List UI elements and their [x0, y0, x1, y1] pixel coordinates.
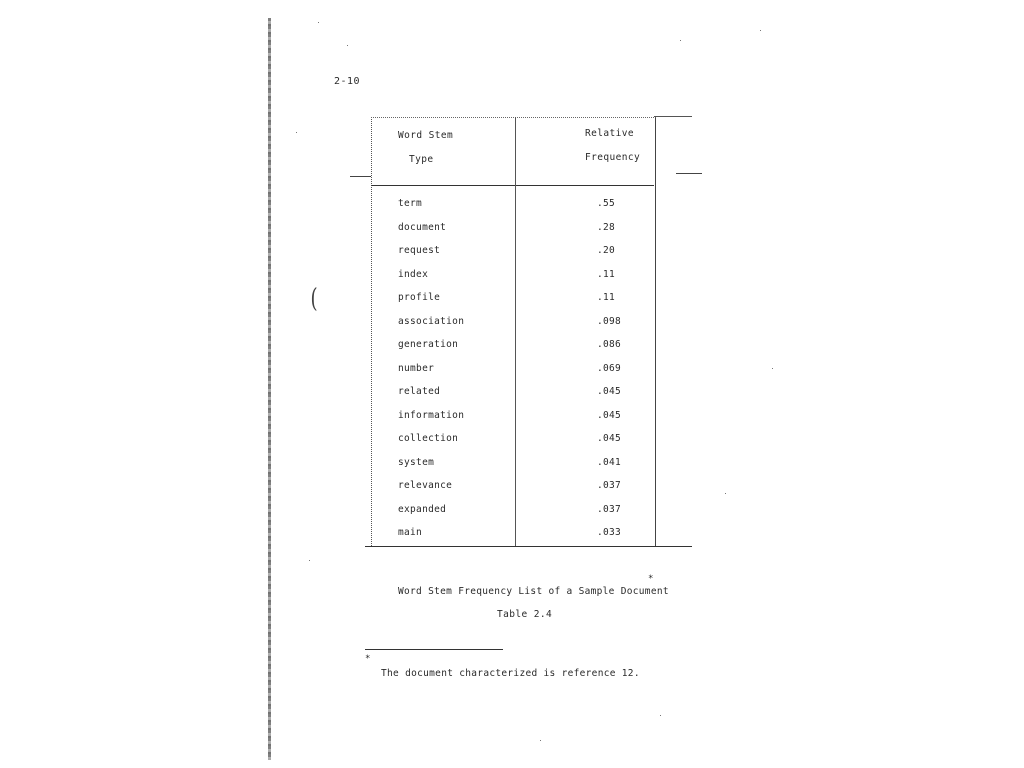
frequency-cell: .045 — [597, 409, 622, 421]
footnote-rule — [365, 649, 503, 650]
stem-cell: expanded — [398, 503, 447, 515]
frequency-cell: .086 — [597, 339, 622, 350]
frequency-cell: .069 — [597, 362, 622, 374]
table-row — [398, 222, 648, 246]
table-row — [398, 316, 648, 340]
frequency-cell: .045 — [597, 386, 622, 397]
table-row — [398, 433, 648, 457]
scan-speck — [296, 132, 297, 133]
frequency-cell: .041 — [597, 456, 622, 468]
frequency-cell: .037 — [597, 480, 622, 491]
table-row — [398, 480, 648, 504]
col-header-frequency: Frequency — [585, 152, 641, 163]
stem-cell: relevance — [398, 480, 453, 491]
table-rule — [676, 173, 702, 174]
frequency-cell: .20 — [597, 245, 616, 256]
table-label: Table 2.4 — [497, 609, 553, 620]
table-header-rule — [371, 185, 654, 186]
stem-cell: generation — [398, 339, 459, 350]
stem-cell: term — [398, 198, 423, 209]
footnote-text: The document characterized is reference 12. — [381, 668, 640, 679]
table-row — [398, 410, 648, 434]
scan-speck — [540, 740, 541, 741]
table-row — [398, 245, 648, 269]
table-body — [398, 198, 648, 551]
table-row — [398, 386, 648, 410]
frequency-cell: .033 — [597, 527, 622, 538]
footnote-marker: * — [365, 654, 371, 664]
frequency-cell: .045 — [597, 433, 622, 444]
col-header-relative: Relative — [585, 128, 634, 139]
frequency-cell: .11 — [597, 268, 616, 280]
table-row — [398, 527, 648, 551]
table-caption: Word Stem Frequency List of a Sample Document — [398, 586, 669, 597]
col-header-word-stem: Word Stem — [398, 130, 454, 141]
stem-cell: association — [398, 315, 465, 327]
scan-speck — [680, 40, 681, 41]
stem-cell: index — [398, 268, 429, 280]
stem-cell: request — [398, 245, 441, 256]
scan-speck — [772, 368, 773, 369]
stem-cell: related — [398, 386, 441, 397]
frequency-cell: .55 — [597, 198, 616, 209]
table-row — [398, 198, 648, 222]
table-row — [398, 363, 648, 387]
scan-speck — [318, 22, 319, 23]
frequency-cell: .28 — [597, 221, 616, 233]
scan-speck — [660, 715, 661, 716]
binding-edge — [268, 18, 271, 760]
stem-cell: profile — [398, 292, 441, 303]
frequency-cell: .11 — [597, 292, 616, 303]
table-rule — [654, 116, 692, 117]
table-row — [398, 457, 648, 481]
stem-cell: system — [398, 456, 435, 468]
table-rule — [350, 176, 371, 177]
table-row — [398, 292, 648, 316]
scan-speck — [347, 45, 348, 46]
frequency-cell: .037 — [597, 503, 622, 515]
stem-cell: document — [398, 221, 447, 233]
frequency-cell: .098 — [597, 315, 622, 327]
table-row — [398, 339, 648, 363]
footnote-reference-marker: * — [648, 574, 654, 584]
scan-speck — [725, 493, 726, 494]
stem-cell: main — [398, 527, 423, 538]
table-row — [398, 269, 648, 293]
margin-mark: ( — [310, 284, 318, 314]
stem-cell: information — [398, 409, 465, 421]
page-number: 2-10 — [334, 76, 361, 87]
stem-cell: collection — [398, 433, 459, 444]
col-header-type: Type — [409, 154, 434, 165]
stem-cell: number — [398, 362, 435, 374]
scan-speck — [760, 30, 761, 31]
table-row — [398, 504, 648, 528]
scan-speck — [309, 560, 310, 561]
